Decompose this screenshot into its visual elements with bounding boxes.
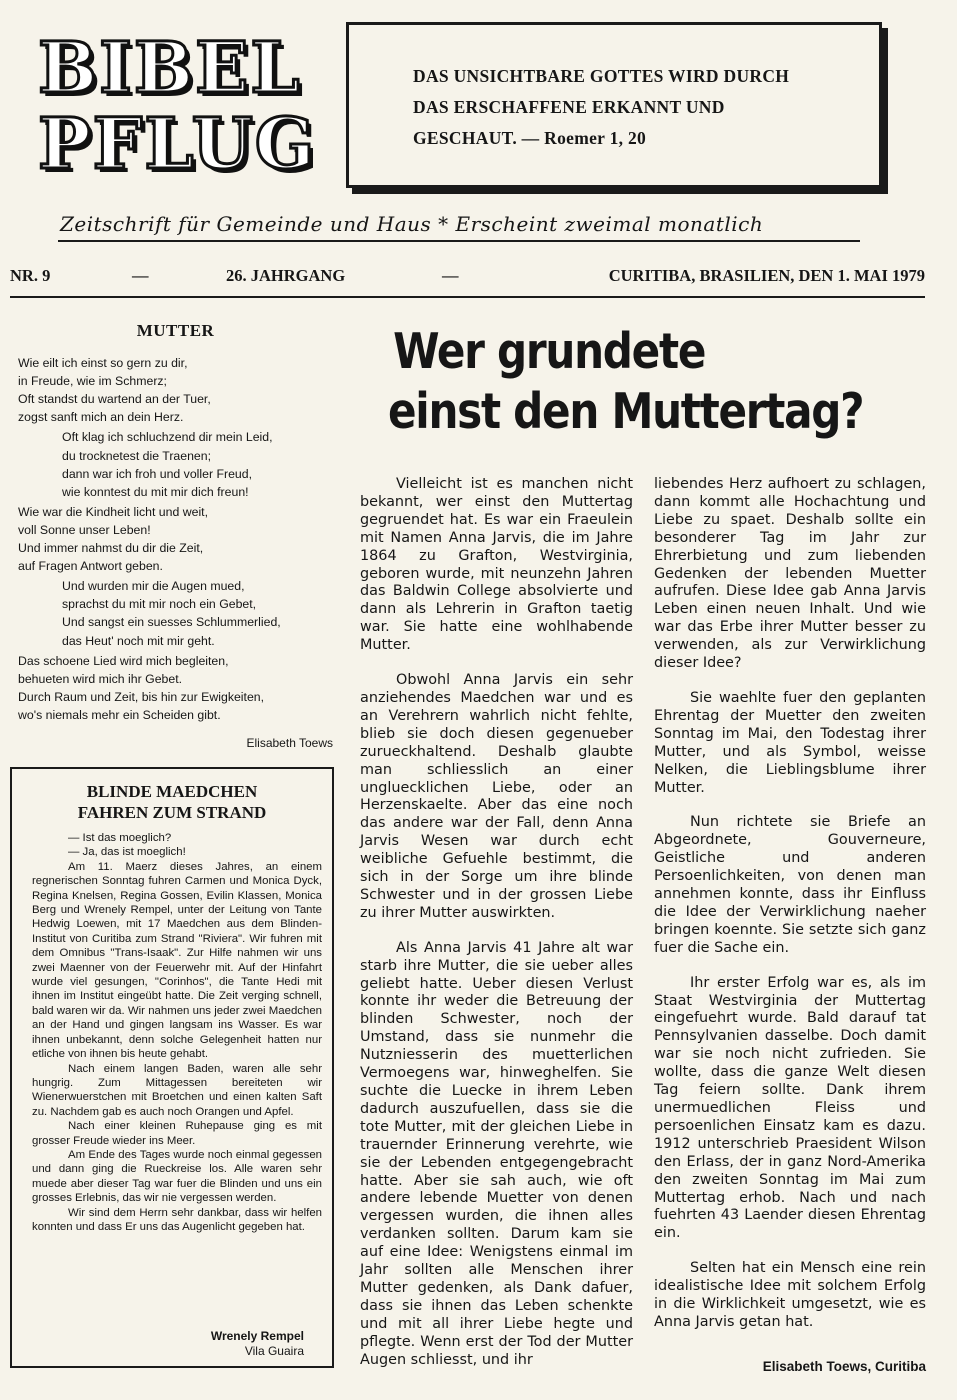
- masthead-logo: [38, 26, 330, 210]
- dateline-dash: —: [442, 266, 459, 285]
- article-signature: Elisabeth Toews, Curitiba: [762, 1359, 926, 1374]
- poem-line: zogst sanft mich an dein Herz.: [18, 410, 184, 425]
- poem-line: in Freude, wie im Schmerz;: [18, 374, 167, 389]
- dateline-dash: —: [132, 266, 149, 285]
- poem-stanza: [18, 354, 333, 426]
- article-paragraph: Nun richtete sie Briefe an Abgeordnete, Gouverneure, Geistliche und anderen Persoenlichkeiten, von denen man annehmen konnte, dass ihr Einfluss die Idee der Verwirklichung naeher bringen koennte. Sie setzte sich ganz fuer die Sache ein.: [654, 814, 926, 956]
- poem-line: wie konntest du mit mir dich freun!: [62, 484, 249, 499]
- story-title-line: FAHREN ZUM STRAND: [77, 803, 267, 822]
- poem-line: sprachst du mit mir noch ein Gebet,: [62, 597, 257, 612]
- story-title-line: BLINDE MAEDCHEN: [86, 782, 258, 801]
- poem-line: du trocknetest die Traenen;: [62, 448, 212, 463]
- poem-stanza: [18, 503, 333, 575]
- article-paragraph: Obwohl Anna Jarvis ein sehr anziehendes Maedchen war und es an Verehrern wahrlich nicht fehlte, blieb sie doch diesen gegenueber zurueckhaltend. Deshalb glaubte man schliesslich an einer ungluecklichen Liebe, oder an Herzenskaelte. Aber das eine noch das andere war der Fall, denn Anna Jarvis Wesen war durch echt weibliche Gefuehle bestimmt, die sich in der Sorge um ihre blinde Schwester und in der grossen Liebe zu ihrer Mutter auswirkten.: [360, 672, 633, 921]
- article-paragraph: liebendes Herz aufhoert zu schlagen, dann kommt alle Hochachtung und Liebe zu spaet. Deshalb sollte ein besonderer Tag im Jahr zur Ehrerbietung und zum liebenden Gedenken der lebenden Muetter aufrufen. Diese Idee gab Anna Jarvis Leben einen neuen Inhalt. Und wie war das Erbe ihrer Mutter besser zu verwenden, als zur Verwirklichung dieser Idee?: [654, 476, 926, 672]
- story-signature-name: Wrenely Rempel: [210, 1329, 304, 1343]
- story-signature-place: Vila Guaira: [244, 1344, 304, 1358]
- article-paragraph: Selten hat ein Mensch eine rein idealistische Idee mit solchem Erfolg in die Wirklichkeit umgesetzt, wie es Anna Jarvis getan hat.: [654, 1260, 926, 1330]
- poem-stanza: [18, 577, 333, 649]
- headline-line: einst den Muttertag?: [388, 383, 864, 440]
- motto-line: GESCHAUT. — Roemer 1, 20: [413, 128, 647, 148]
- article-headline: [388, 322, 864, 442]
- headline-line: Wer grundete: [393, 323, 706, 380]
- poem-author: Elisabeth Toews: [246, 735, 333, 750]
- poem-line: Das schoene Lied wird mich begleiten,: [18, 653, 229, 668]
- place-and-date: CURITIBA, BRASILIEN, DEN 1. MAI 1979: [608, 266, 925, 285]
- dateline-rule: [10, 296, 925, 298]
- motto-text: [413, 61, 863, 154]
- story-paragraph: Nach einem langen Baden, waren alle sehr hungrig. Zum Mittagessen bereiteten wir Wienerwuerstchen mit Broetchen und einen kalten Saft zu. Nachdem gab es auch noch Orangen und Apfel.: [32, 1062, 322, 1118]
- masthead-rule: [58, 240, 860, 242]
- poem-line: Und wurden mir die Augen mued,: [62, 579, 245, 594]
- poem-line: voll Sonne unser Leben!: [18, 522, 151, 537]
- poem-line: Oft standst du wartend an der Tuer,: [18, 392, 211, 407]
- poem-line: auf Fragen Antwort geben.: [18, 559, 163, 574]
- motto-line: DAS UNSICHTBARE GOTTES WIRD DURCH: [413, 66, 790, 86]
- motto-box: [346, 22, 882, 188]
- poem-line: dann war ich froh und voller Freud,: [62, 466, 253, 481]
- poem-line: Und sangst ein suesses Schlummerlied,: [62, 615, 281, 630]
- article-column-2: [654, 476, 926, 1349]
- poem-line: wo's niemals mehr ein Scheiden gibt.: [18, 707, 221, 722]
- story-paragraph: Wir sind dem Herrn sehr dankbar, dass wir helfen konnten und dass Er uns das Augenlicht gegeben hat.: [32, 1206, 322, 1233]
- poem-title: MUTTER: [136, 321, 215, 340]
- poem-line: Wie eilt ich einst so gern zu dir,: [18, 356, 188, 371]
- issue-number: NR. 9: [10, 266, 51, 285]
- masthead-tagline: Zeitschrift für Gemeinde und Haus * Erscheint zweimal monatlich: [60, 212, 764, 236]
- article-paragraph: Vielleicht ist es manchen nicht bekannt, wer einst den Muttertag gegruendet hat. Es war ein Fraeulein mit Namen Anna Jarvis, die im Jahre 1864 zu Grafton, Westvirginia, geboren wurde, mit neunzehn Jahren das Baldwin College absolvierte und dann als Lehrerin in Grafton taetig war. Sie hatte eine wohlhabende Mutter.: [360, 476, 633, 654]
- story-paragraph: — Ist das moeglich?: [68, 832, 172, 844]
- story-title: [12, 781, 332, 823]
- poem-stanza: [18, 652, 333, 724]
- poem-mutter: [18, 322, 333, 752]
- logo-line-bibel: BIBEL: [38, 26, 302, 109]
- story-paragraph: Am Ende des Tages wurde noch einmal gegessen und dann ging die Rueckreise los. Alle waren sehr muede aber dieser Tag war fuer die Blinden und uns ein grosses Erlebnis, das wir nie vergessen werden.: [32, 1148, 322, 1205]
- poem-line: das Heut' noch mit mir geht.: [62, 633, 215, 648]
- story-body: [32, 831, 322, 1234]
- volume-year: 26. JAHRGANG: [226, 266, 346, 285]
- story-signature: [12, 1329, 304, 1359]
- poem-stanza: [18, 428, 333, 500]
- article-column-1: [360, 476, 633, 1387]
- article-paragraph: Sie waehlte fuer den geplanten Ehrentag der Muetter den zweiten Sonntag im Mai, den Todestag ihrer Mutter, und als Symbol, weisse Nelken, die Lieblingsblume ihrer Mutter.: [654, 689, 926, 796]
- poem-line: Durch Raum und Zeit, bis hin zur Ewigkeiten,: [18, 689, 265, 704]
- article-paragraph: Ihr erster Erfolg war es, als im Staat Westvirginia der Muttertag eingefuehrt wurde. Bald darauf tat Pennsylvanien dasselbe. Doch damit war sie noch nicht zufrieden. Sie wollte, dass die ganze Welt diesen Tag feiern sollte. Dank ihrem unermuedlichen Fleiss und persoenlichen Einsatz kam es dazu. 1912 unterschrieb Praesident Wilson den Erlass, der in ganz Nord-Amerika den zweiten Sonntag im Mai zum Muttertag erhob. Nach und nach fuehrten 43 Laender diesen Ehrentag ein.: [654, 974, 926, 1242]
- dateline: [10, 266, 925, 290]
- poem-line: Oft klag ich schluchzend dir mein Leid,: [62, 430, 273, 445]
- poem-line: Und immer nahmst du dir die Zeit,: [18, 541, 204, 556]
- poem-line: Wie war die Kindheit licht und weit,: [18, 504, 209, 519]
- story-paragraph: Am 11. Maerz dieses Jahres, an einem regnerischen Sonntag fuhren Carmen und Monica Dyck, Regina Knelsen, Regina Gossen, Evilin Klassen, Monica Berg und Wrenely Rempel, unter der Leitung von Tante Hedwig Loewen, mit 17 Maedchen aus dem Blinden-Institut von Curitiba zum Strand "Riviera". Wir fuhren mit dem Omnibus "Trans-Isaak". Zur Hilfe nahmen wir uns zwei Maenner von der Feuerwehr mit. Auf der Hinfahrt wurde viel gesungen, "Corinhos", die Tante Hedi mit ihnen im Institut eingeübt hatte. Die Zeit verging schnell, bald waren wir da. Wir nahmen uns jeder zwei Maedchen an der Hand und gingen langsam ins Wasser. Es war ihnen unbekannt, denn solche Gelegenheit hatten nur etliche von ihnen bis heute gehabt.: [32, 860, 322, 1061]
- article-paragraph: Als Anna Jarvis 41 Jahre alt war starb ihre Mutter, die sie ueber alles geliebt hatte. Ueber diesen Verlust konnte ihr weder die Betreuung der blinden Schwester, noch der Umstand, dass sie nunmehr die Nutzniesserin des muetterlichen Vermoegens war, hinweghelfen. Sie suchte die Luecke in ihrem Leben dadurch auszufuellen, dass sie die tote Mutter, mit der gleichen Liebe in trauernder Erinnerung verehrte, wie sie der Lebenden entgegengebracht hatte. Aber sie sah auch, wie oft andere lebende Muetter von denen vergessen wurden, die ihnen alles verdanken sollten. Darum kam sie auf eine Idee: Wenigstens einmal im Jahr sollten alle Menschen ihrer Mutter gedenken, als Dank dafuer, dass sie ihnen das Leben schenkte und mit all ihrer Liebe hegte und pflegte. Wenn erst der Tod der Mutter Augen schliesst, und ihr: [360, 939, 633, 1368]
- poem-line: behueten wird mich ihr Gebet.: [18, 671, 183, 686]
- logo-line-pflug: PFLUG: [38, 102, 317, 185]
- story-paragraph: Nach einer kleinen Ruhepause ging es mit grosser Freude wieder ins Meer.: [32, 1120, 322, 1147]
- story-box: [10, 767, 334, 1368]
- motto-line: DAS ERSCHAFFENE ERKANNT UND: [413, 97, 725, 117]
- story-paragraph: — Ja, das ist moeglich!: [68, 846, 186, 859]
